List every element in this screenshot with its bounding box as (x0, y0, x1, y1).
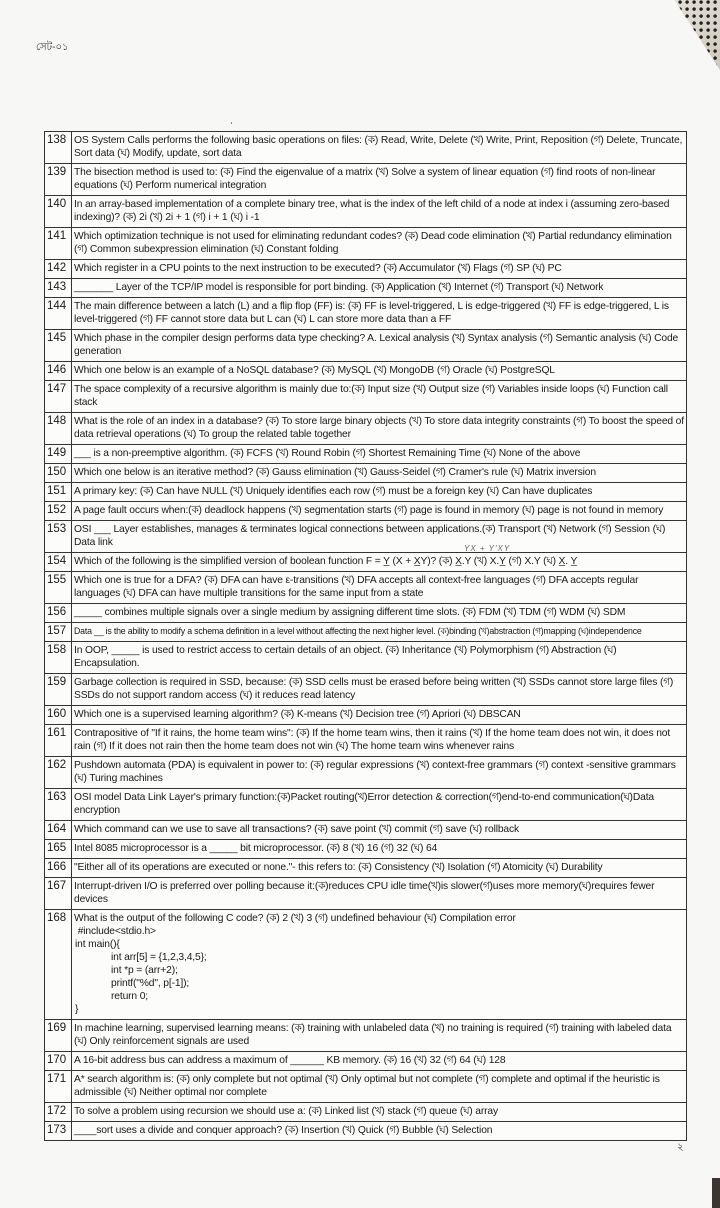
question-cell (72, 502, 687, 521)
question-text: Garbage collection is required in SSD, because: (ক) SSD cells must be erased before being written (খ) SSDs cannot store large files (গ) SSDs do not support random access (ঘ) it reduces read latency (74, 677, 674, 701)
question-number: 164 (45, 821, 72, 840)
question-text: Interrupt-driven I/O is preferred over polling because it:(ক)reduces CPU idle time(খ)is slower(গ)uses more memory(ঘ)requires fewer devices (74, 881, 655, 905)
question-number: 169 (45, 1020, 72, 1052)
question-cell (72, 642, 687, 674)
question-number: 149 (45, 445, 72, 464)
question-row (45, 553, 687, 572)
question-row (45, 674, 687, 706)
question-row (45, 279, 687, 298)
question-number: 150 (45, 464, 72, 483)
question-cell (72, 228, 687, 260)
code-block (74, 925, 684, 1016)
question-text: OSI model Data Link Layer's primary function:(ক)Packet routing(খ)Error detection & correction(গ)end-to-end communication(ঘ)Data encryption (74, 792, 654, 816)
question-text: In an array-based implementation of a complete binary tree, what is the index of the left child of a node at index i (assuming zero-based indexing)? (ক) 2i (খ) 2i + 1 (গ) i + 1 (ঘ) i -1 (74, 199, 670, 223)
corner-photo-background (650, 0, 720, 70)
question-row (45, 330, 687, 362)
question-text: "Either all of its operations are executed or none."- this refers to: (ক) Consistency (খ) Isolation (গ) Atomicity (ঘ) Durability (74, 862, 603, 873)
question-row (45, 725, 687, 757)
question-cell (72, 706, 687, 725)
question-number: 166 (45, 859, 72, 878)
question-number: 144 (45, 298, 72, 330)
question-cell (72, 878, 687, 910)
question-text: _______ Layer of the TCP/IP model is responsible for port binding. (ক) Application (খ) Internet (গ) Transport (ঘ) Network (74, 282, 604, 293)
question-row (45, 859, 687, 878)
question-text: Intel 8085 microprocessor is a _____ bit microprocessor. (ক) 8 (খ) 16 (গ) 32 (ঘ) 64 (74, 843, 438, 854)
question-row (45, 381, 687, 413)
question-cell (72, 859, 687, 878)
question-cell (72, 260, 687, 279)
question-cell (72, 196, 687, 228)
question-cell (72, 279, 687, 298)
question-number: 151 (45, 483, 72, 502)
question-number: 167 (45, 878, 72, 910)
question-text: _____ combines multiple signals over a single medium by assigning different time slots. (ক) FDM (খ) TDM (গ) WDM (ঘ) SDM (74, 607, 626, 618)
question-row (45, 757, 687, 789)
question-text: Which one below is an iterative method? (ক) Gauss elimination (খ) Gauss-Seidel (গ) Cramer's rule (ঘ) Matrix inversion (74, 467, 596, 478)
question-text: Which phase in the compiler design performs data type checking? A. Lexical analysis (খ) Syntax analysis (গ) Semantic analysis (ঘ) Code generation (74, 333, 679, 357)
code-line: int main(){ (75, 939, 120, 950)
question-cell (72, 1122, 687, 1141)
question-text: The space complexity of a recursive algorithm is mainly due to:(ক) Input size (খ) Output size (গ) Variables inside loops (ঘ) Function call stack (74, 384, 668, 408)
question-cell (72, 910, 687, 1020)
question-number: 146 (45, 362, 72, 381)
question-cell (72, 132, 687, 164)
question-row (45, 164, 687, 196)
question-cell (72, 164, 687, 196)
question-number: 138 (45, 132, 72, 164)
question-number: 158 (45, 642, 72, 674)
question-cell (72, 604, 687, 623)
code-line: return 0; (111, 991, 148, 1002)
question-row (45, 840, 687, 859)
question-row (45, 706, 687, 725)
question-row (45, 483, 687, 502)
question-cell (72, 1020, 687, 1052)
question-row (45, 789, 687, 821)
question-text: Which one is true for a DFA? (ক) DFA can have ε-transitions (খ) DFA accepts all context-free languages (গ) DFA accepts regular languages (ঘ) DFA can have multiple transitions for the same input from a state (74, 575, 639, 599)
question-number: 148 (45, 413, 72, 445)
question-row (45, 1103, 687, 1122)
question-text: The main difference between a latch (L) and a flip flop (FF) is: (ক) FF is level-triggered, L is edge-triggered (খ) FF is edge-triggered, L is level-triggered (গ) FF cannot store data but L can (ঘ) L can store more data than a FF (74, 301, 669, 325)
question-text: To solve a problem using recursion we should use a: (ক) Linked list (খ) stack (গ) queue (ঘ) array (74, 1106, 499, 1117)
question-number: 155 (45, 572, 72, 604)
question-cell (72, 623, 687, 642)
question-row (45, 521, 687, 553)
question-number: 153 (45, 521, 72, 553)
question-row (45, 1052, 687, 1071)
question-text: Data __ is the ability to modify a schema definition in a level without affecting the next higher level. (ক)binding (খ)abstraction (গ)mapping (ঘ)independence (74, 626, 642, 636)
question-text: Which one below is an example of a NoSQL database? (ক) MySQL (খ) MongoDB (গ) Oracle (ঘ) PostgreSQL (74, 365, 555, 376)
question-row (45, 623, 687, 642)
question-row (45, 132, 687, 164)
code-line: int *p = (arr+2); (111, 965, 178, 976)
question-row (45, 260, 687, 279)
question-cell (72, 572, 687, 604)
question-number: 160 (45, 706, 72, 725)
question-row (45, 910, 687, 1020)
corner-photo-edge (712, 1178, 720, 1208)
question-number: 147 (45, 381, 72, 413)
question-text: What is the role of an index in a database? (ক) To store large binary objects (খ) To store data integrity constraints (গ) To boost the speed of data retrieval operations (ঘ) To group the related table together (74, 416, 684, 440)
question-cell (72, 789, 687, 821)
question-cell (72, 840, 687, 859)
question-cell (72, 553, 687, 572)
question-number: 163 (45, 789, 72, 821)
question-number: 141 (45, 228, 72, 260)
question-row (45, 604, 687, 623)
question-cell (72, 1052, 687, 1071)
question-text: Which register in a CPU points to the next instruction to be executed? (ক) Accumulator (খ) Flags (গ) SP (ঘ) PC (74, 263, 562, 274)
question-row (45, 502, 687, 521)
question-text: A 16-bit address bus can address a maximum of ______ KB memory. (ক) 16 (খ) 32 (গ) 64 (ঘ) 128 (74, 1055, 506, 1066)
question-row (45, 298, 687, 330)
question-number: 170 (45, 1052, 72, 1071)
question-number: 159 (45, 674, 72, 706)
question-text: A* search algorithm is: (ক) only complete but not optimal (খ) Only optimal but not complete (গ) complete and optimal if the heuristic is admissible (ঘ) Neither optimal nor complete (74, 1074, 660, 1098)
question-number: 173 (45, 1122, 72, 1141)
question-text: Which optimization technique is not used for eliminating redundant codes? (ক) Dead code elimination (খ) Partial redundancy elimination (গ) Common subexpression elimination (ঘ) Constant folding (74, 231, 672, 255)
question-row (45, 196, 687, 228)
paper-mark (231, 122, 232, 124)
question-cell (72, 521, 687, 553)
question-text: The bisection method is used to: (ক) Find the eigenvalue of a matrix (খ) Solve a system of linear equation (গ) find roots of non-linear equations (ঘ) Perform numerical integration (74, 167, 656, 191)
question-row (45, 1122, 687, 1141)
question-cell (72, 483, 687, 502)
question-row (45, 445, 687, 464)
question-number: 161 (45, 725, 72, 757)
code-line: int arr[5] = {1,2,3,4,5}; (111, 952, 207, 963)
question-row (45, 362, 687, 381)
question-text: A primary key: (ক) Can have NULL (খ) Uniquely identifies each row (গ) must be a foreign key (ঘ) Can have duplicates (74, 486, 593, 497)
question-cell (72, 725, 687, 757)
question-text: In machine learning, supervised learning means: (ক) training with unlabeled data (খ) no training is required (গ) training with labeled data (ঘ) Only reinforcement signals are used (74, 1023, 672, 1047)
page-number: ২ (677, 1142, 684, 1153)
code-line: } (75, 1004, 79, 1015)
question-number: 145 (45, 330, 72, 362)
question-cell (72, 464, 687, 483)
question-row (45, 642, 687, 674)
question-table (44, 131, 687, 1141)
question-text: OSI ___ Layer establishes, manages & terminates logical connections between applications.(ক) Transport (খ) Network (গ) Session (ঘ) Data link (74, 524, 666, 548)
question-row (45, 572, 687, 604)
question-cell (72, 1103, 687, 1122)
question-row (45, 228, 687, 260)
code-line: #include<stdio.h> (75, 926, 156, 937)
question-text: Which of the following is the simplified version of boolean function F = Y̲ (X + X̲Y)? (ক) X̲.Y (খ) X.Y̲ (গ) X.Y (ঘ) X̲. Y̲ (74, 556, 578, 567)
question-number: 156 (45, 604, 72, 623)
question-number: 154 (45, 553, 72, 572)
question-number: 140 (45, 196, 72, 228)
question-text: Contrapositive of "If it rains, the home team wins": (ক) If the home team wins, then it rains (খ) If the home team does not win, it does not rain (গ) If it does not rain then the home team does not win (ঘ) The home team wins whenever rains (74, 728, 671, 752)
question-text: A page fault occurs when:(ক) deadlock happens (খ) segmentation starts (গ) page is found in memory (ঘ) page is not found in memory (74, 505, 664, 516)
question-text: Which command can we use to save all transactions? (ক) save point (খ) commit (গ) save (ঘ) rollback (74, 824, 519, 835)
question-text: Which one is a supervised learning algorithm? (ক) K-means (খ) Decision tree (গ) Apriori (ঘ) DBSCAN (74, 709, 521, 720)
question-cell (72, 381, 687, 413)
question-text: Pushdown automata (PDA) is equivalent in power to: (ক) regular expressions (খ) context-free grammars (গ) context -sensitive grammars (ঘ) Turing machines (74, 760, 676, 784)
question-number: 171 (45, 1071, 72, 1103)
question-row (45, 1071, 687, 1103)
question-cell (72, 330, 687, 362)
question-text: OS System Calls performs the following basic operations on files: (ক) Read, Write, Delete (খ) Write, Print, Reposition (গ) Delete, Truncate, Sort data (ঘ) Modify, update, sort data (74, 135, 683, 159)
code-line: printf("%d", p[-1]); (111, 978, 190, 989)
question-text: What is the output of the following C code? (ক) 2 (খ) 3 (গ) undefined behaviour (ঘ) Compilation error (74, 913, 516, 924)
question-number: 165 (45, 840, 72, 859)
question-number: 152 (45, 502, 72, 521)
question-cell (72, 1071, 687, 1103)
handwritten-note: YX + Y'XY (464, 544, 511, 553)
set-label: সেট-০১ (36, 42, 69, 53)
question-row (45, 878, 687, 910)
question-text: ____sort uses a divide and conquer approach? (ক) Insertion (খ) Quick (গ) Bubble (ঘ) Selection (74, 1125, 493, 1136)
question-text: In OOP, _____ is used to restrict access to certain details of an object. (ক) Inheritance (খ) Polymorphism (গ) Abstraction (ঘ) Encapsulation. (74, 645, 617, 669)
question-cell (72, 757, 687, 789)
question-number: 162 (45, 757, 72, 789)
question-number: 168 (45, 910, 72, 1020)
question-number: 172 (45, 1103, 72, 1122)
question-number: 139 (45, 164, 72, 196)
question-row (45, 821, 687, 840)
question-cell (72, 362, 687, 381)
question-cell (72, 298, 687, 330)
question-cell (72, 674, 687, 706)
question-cell (72, 821, 687, 840)
question-cell (72, 445, 687, 464)
question-row (45, 1020, 687, 1052)
question-number: 143 (45, 279, 72, 298)
question-row (45, 413, 687, 445)
question-cell (72, 413, 687, 445)
question-text: ___ is a non-preemptive algorithm. (ক) FCFS (খ) Round Robin (গ) Shortest Remaining Time (ঘ) None of the above (74, 448, 581, 459)
question-number: 142 (45, 260, 72, 279)
question-number: 157 (45, 623, 72, 642)
question-row (45, 464, 687, 483)
